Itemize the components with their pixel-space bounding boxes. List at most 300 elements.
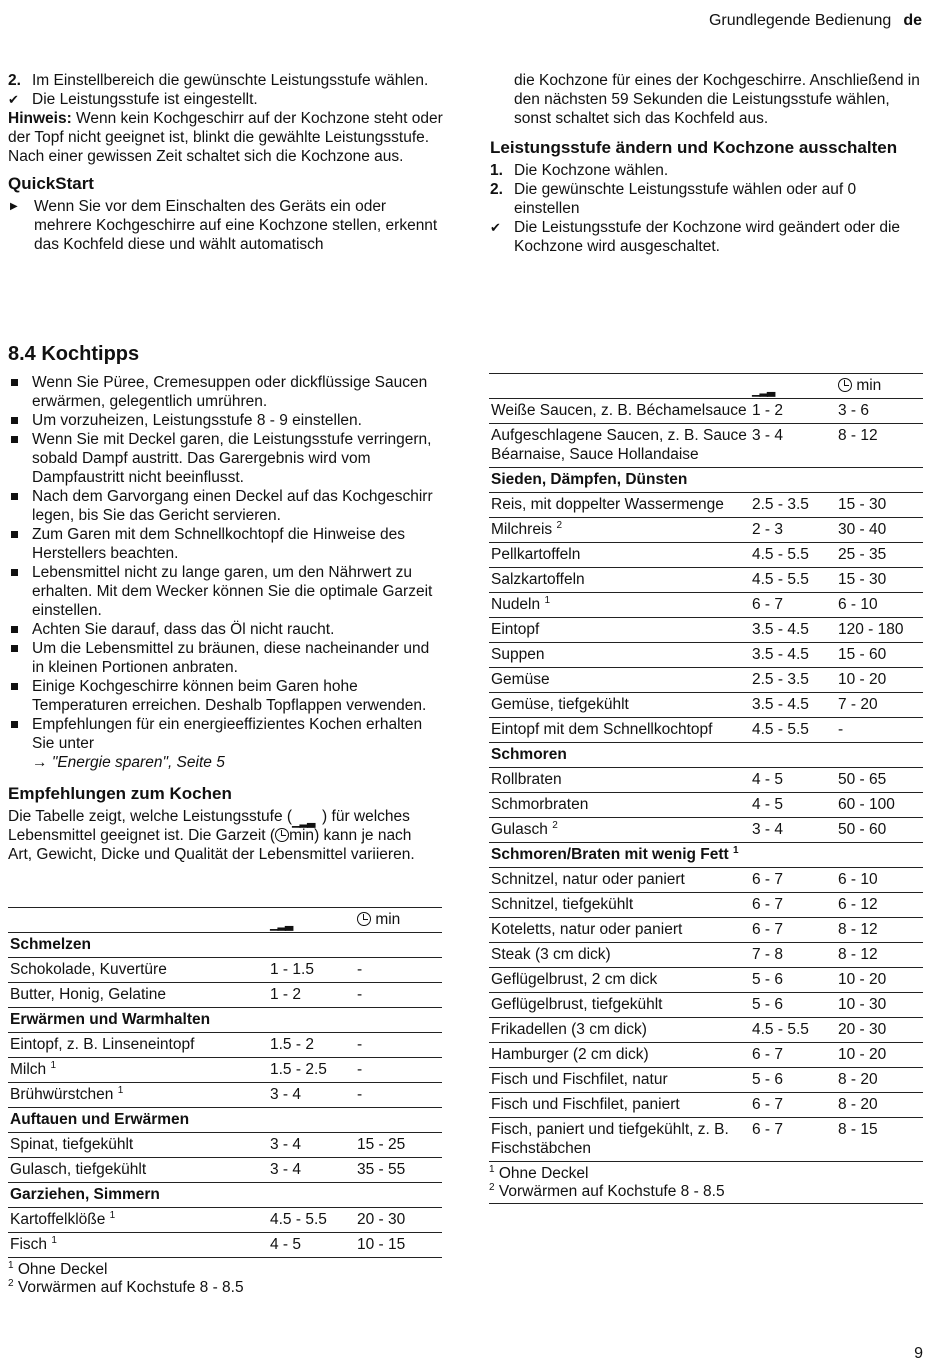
food-cell (489, 493, 750, 518)
food-name: Eintopf (491, 621, 540, 638)
time-cell: 8 - 20 (836, 1093, 923, 1118)
time-cell: 8 - 12 (836, 943, 923, 968)
food-name: Gemüse (491, 671, 550, 688)
cooking-table-right (489, 373, 923, 1162)
food-cell (489, 1068, 750, 1093)
table-row (489, 918, 923, 943)
footnote-text: Ohne Deckel (17, 1261, 108, 1278)
table-row (489, 1043, 923, 1068)
footnote-ref: 1 (51, 1234, 57, 1246)
header-lang: de (903, 12, 922, 29)
table-row (489, 968, 923, 993)
level-cell: 4 - 5 (750, 793, 836, 818)
food-name: Schmorbraten (491, 796, 589, 813)
bullet-icon (8, 525, 32, 563)
food-cell (8, 1058, 268, 1083)
time-cell: - (355, 958, 442, 983)
table-row (8, 1208, 442, 1233)
food-name: Gemüse, tiefgekühlt (491, 696, 629, 713)
section-label (489, 843, 923, 868)
header-food (489, 374, 750, 399)
table-row (489, 1093, 923, 1118)
footnote-ref: 1 (544, 594, 550, 606)
time-cell: - (836, 718, 923, 743)
tip-text: Lebensmittel nicht zu lange garen, um den Nährwert zu erhalten. Mit dem Wecker können Sie die optimale Garzeit einstellen. (32, 564, 433, 619)
food-name: Frikadellen (3 cm dick) (491, 1021, 647, 1038)
food-cell (489, 1043, 750, 1068)
time-cell: 10 - 20 (836, 668, 923, 693)
arrow-icon: → (32, 754, 52, 771)
food-name: Kartoffelklöße (10, 1211, 106, 1228)
food-name: Hamburger (2 cm dick) (491, 1046, 649, 1063)
table-section-row (489, 843, 923, 868)
footnote-text: Ohne Deckel (498, 1165, 589, 1182)
bullet-icon (8, 620, 32, 639)
table-section-row (489, 743, 923, 768)
tip-text: Um vorzuheizen, Leistungsstufe 8 - 9 einstellen. (32, 412, 362, 429)
table-section-row (489, 468, 923, 493)
table-header-row (489, 374, 923, 399)
change-result (490, 218, 922, 256)
food-cell (8, 1158, 268, 1183)
tip-text: Empfehlungen für ein energieeffizientes Kochen erhalten Sie unter (32, 716, 423, 752)
food-cell (8, 1233, 268, 1258)
time-cell: 3 - 6 (836, 399, 923, 424)
time-cell: 6 - 10 (836, 593, 923, 618)
footnote-2 (489, 1183, 923, 1201)
level-cell: 1.5 - 2.5 (268, 1058, 355, 1083)
clock-icon (357, 912, 371, 926)
bullet-icon (8, 639, 32, 677)
time-cell: 8 - 20 (836, 1068, 923, 1093)
time-cell: 15 - 30 (836, 493, 923, 518)
section-label (8, 1183, 442, 1208)
level-cell: 2.5 - 3.5 (750, 493, 836, 518)
empf-text (8, 807, 442, 864)
header-time (355, 908, 442, 933)
step-text: Im Einstellbereich die gewünschte Leistungsstufe wählen. (32, 72, 429, 89)
table-row (489, 768, 923, 793)
empf-text-b: ) für welches Lebensmittel geeignet ist. Die Garzeit ( (8, 808, 410, 844)
empf-heading: Empfehlungen zum Kochen (8, 784, 232, 803)
time-cell: 35 - 55 (355, 1158, 442, 1183)
food-cell (489, 618, 750, 643)
step-2 (8, 71, 444, 90)
level-cell: 6 - 7 (750, 918, 836, 943)
food-name: Geflügelbrust, tiefgekühlt (491, 996, 663, 1013)
food-name: Geflügelbrust, 2 cm dick (491, 971, 658, 988)
table-row (489, 643, 923, 668)
quickstart-instruction (8, 197, 444, 254)
tip-text: Wenn Sie Püree, Cremesuppen oder dickflüssige Saucen erwärmen, gelegentlich umrühren. (32, 374, 428, 410)
food-cell (489, 593, 750, 618)
footnote-ref: 2 (556, 519, 563, 531)
section-label (489, 468, 923, 493)
bullet-icon (8, 715, 32, 753)
checkmark-icon: ✔ (490, 220, 501, 235)
food-name: Fisch, paniert und tiefgekühlt, z. B. Fischstäbchen (491, 1121, 729, 1157)
food-name: Fisch (10, 1236, 48, 1253)
note-text: Wenn kein Kochgeschirr auf der Kochzone steht oder der Topf nicht geeignet ist, blinkt die gewählte Leistungsstufe. Nach einer gewissen Zeit schaltet sich die Kochzone aus. (8, 110, 443, 165)
footnote-ref: 2 (552, 819, 558, 831)
food-name: Nudeln (491, 596, 541, 613)
header-level (750, 374, 836, 399)
level-cell: 4.5 - 5.5 (750, 1018, 836, 1043)
time-cell: - (355, 983, 442, 1008)
time-cell: - (355, 1058, 442, 1083)
tips-list (8, 373, 442, 864)
table-row (8, 1033, 442, 1058)
table-row (489, 399, 923, 424)
time-cell: 50 - 65 (836, 768, 923, 793)
table-row (489, 593, 923, 618)
table-row (489, 618, 923, 643)
food-name: Reis, mit doppelter Wassermenge (491, 496, 724, 513)
footnote-2 (8, 1279, 442, 1297)
food-cell (489, 893, 750, 918)
tip-item (8, 677, 442, 715)
food-cell (489, 568, 750, 593)
footnote-text: Vorwärmen auf Kochstufe 8 - 8.5 (498, 1183, 725, 1200)
tip-item (8, 411, 442, 430)
table-row (489, 993, 923, 1018)
time-cell: 25 - 35 (836, 543, 923, 568)
level-cell: 1.5 - 2 (268, 1033, 355, 1058)
step-text: Die Kochzone wählen. (514, 162, 669, 179)
time-cell: 30 - 40 (836, 518, 923, 543)
food-name: Brühwürstchen (10, 1086, 114, 1103)
cooking-table-left (8, 907, 442, 1258)
food-cell (8, 1083, 268, 1108)
time-cell: 120 - 180 (836, 618, 923, 643)
level-cell: 6 - 7 (750, 1118, 836, 1162)
bullet-icon (8, 487, 32, 525)
food-cell (489, 818, 750, 843)
food-cell (489, 668, 750, 693)
time-cell: 6 - 12 (836, 893, 923, 918)
footnote-1 (8, 1261, 442, 1279)
bullet-icon (8, 430, 32, 487)
table-row (489, 668, 923, 693)
level-cell: 3 - 4 (268, 1133, 355, 1158)
food-name: Butter, Honig, Gelatine (10, 986, 166, 1003)
level-cell: 4.5 - 5.5 (750, 568, 836, 593)
food-cell (489, 543, 750, 568)
time-cell: - (355, 1083, 442, 1108)
time-cell: 10 - 30 (836, 993, 923, 1018)
note (8, 109, 444, 166)
level-cell: 1 - 1.5 (268, 958, 355, 983)
table-section-row (8, 1183, 442, 1208)
food-name: Eintopf mit dem Schnellkochtopf (491, 721, 713, 738)
tip-item (8, 373, 442, 411)
level-cell: 4.5 - 5.5 (750, 718, 836, 743)
level-cell: 1 - 2 (268, 983, 355, 1008)
tip-item (8, 525, 442, 563)
section-text: Auftauen und Erwärmen (10, 1111, 190, 1128)
table-row (8, 958, 442, 983)
bullet-icon (8, 373, 32, 411)
tip-item (8, 715, 442, 753)
level-cell: 7 - 8 (750, 943, 836, 968)
change-level-heading: Leistungsstufe ändern und Kochzone ausschalten (490, 138, 898, 157)
table-row (489, 793, 923, 818)
food-name: Schnitzel, natur oder paniert (491, 871, 685, 888)
step-result (8, 90, 444, 109)
footnote-ref: 1 (109, 1209, 116, 1221)
food-name: Eintopf, z. B. Linseneintopf (10, 1036, 195, 1053)
footnote-mark: 1 (8, 1259, 14, 1271)
food-cell (489, 1093, 750, 1118)
level-cell: 6 - 7 (750, 593, 836, 618)
quickstart-heading: QuickStart (8, 174, 94, 193)
level-cell: 4 - 5 (268, 1233, 355, 1258)
food-name: Milch (10, 1061, 47, 1078)
food-cell (8, 983, 268, 1008)
time-cell: 10 - 20 (836, 1043, 923, 1068)
section-label (489, 743, 923, 768)
table-row (8, 1083, 442, 1108)
result-text: Die Leistungsstufe ist eingestellt. (32, 91, 258, 108)
step-number: 2. (8, 72, 21, 89)
time-cell: 8 - 12 (836, 918, 923, 943)
step-number: 2. (490, 181, 503, 198)
level-cell: 6 - 7 (750, 1043, 836, 1068)
empf-text-c: ) kann je nach Art, Gewicht, Dicke und Qualität der Lebensmittel variieren. (8, 827, 415, 863)
header-time (836, 374, 923, 399)
time-cell: 8 - 15 (836, 1118, 923, 1162)
empf-text-a: Die Tabelle zeigt, welche Leistungsstufe ( (8, 808, 293, 825)
tip-item (8, 620, 442, 639)
bullet-icon (8, 411, 32, 430)
section-text: Schmoren/Braten mit wenig Fett (491, 846, 729, 863)
level-cell: 3.5 - 4.5 (750, 693, 836, 718)
food-cell (489, 518, 750, 543)
section-text: Sieden, Dämpfen, Dünsten (491, 471, 688, 488)
table-section-row (8, 1008, 442, 1033)
level-cell: 3 - 4 (268, 1083, 355, 1108)
tip-text: Um die Lebensmittel zu bräunen, diese nacheinander und in kleinen Portionen anbraten. (32, 640, 430, 676)
header-time-label: min (375, 911, 401, 928)
quickstart-continued: die Kochzone für eines der Kochgeschirre. Anschließend in den nächsten 59 Sekunden die Leistungsstufe wählen, sonst schaltet sich das Kochfeld aus. (514, 72, 920, 127)
food-cell (489, 943, 750, 968)
left-top-column (8, 71, 444, 254)
change-step-1 (490, 161, 922, 180)
table-row (489, 518, 923, 543)
food-name: Rollbraten (491, 771, 562, 788)
food-cell (8, 1208, 268, 1233)
food-cell (8, 1133, 268, 1158)
section-label (8, 1008, 442, 1033)
table-row (489, 943, 923, 968)
table-row (489, 1118, 923, 1162)
section-label (8, 1108, 442, 1133)
table-row (489, 718, 923, 743)
table-row (8, 1158, 442, 1183)
food-cell (489, 424, 750, 468)
food-cell (489, 1118, 750, 1162)
section-label (8, 933, 442, 958)
food-cell (489, 868, 750, 893)
food-cell (489, 793, 750, 818)
level-cell: 2.5 - 3.5 (750, 668, 836, 693)
time-cell: 20 - 30 (836, 1018, 923, 1043)
right-top-column (490, 71, 922, 256)
food-cell (489, 693, 750, 718)
food-name: Gulasch (491, 821, 548, 838)
table-row (8, 1058, 442, 1083)
power-level-icon (270, 914, 304, 926)
footnote-mark: 2 (489, 1181, 495, 1193)
step-number: 1. (490, 162, 503, 179)
section-text: Schmelzen (10, 936, 91, 953)
level-cell: 3 - 4 (750, 818, 836, 843)
tip-item (8, 563, 442, 620)
table-row (489, 818, 923, 843)
step-text: Die gewünschte Leistungsstufe wählen oder auf 0 einstellen (514, 181, 857, 217)
level-cell: 5 - 6 (750, 993, 836, 1018)
time-cell: 7 - 20 (836, 693, 923, 718)
table-section-row (8, 1108, 442, 1133)
table-row (489, 893, 923, 918)
time-cell: 60 - 100 (836, 793, 923, 818)
food-name: Salzkartoffeln (491, 571, 585, 588)
food-name: Suppen (491, 646, 545, 663)
level-cell: 6 - 7 (750, 868, 836, 893)
level-cell: 6 - 7 (750, 893, 836, 918)
table-row (489, 424, 923, 468)
clock-icon (838, 378, 852, 392)
footnote-ref: 1 (50, 1059, 57, 1071)
food-cell (489, 1018, 750, 1043)
table-row (8, 1233, 442, 1258)
footnote-mark: 1 (489, 1163, 495, 1175)
level-cell: 3 - 4 (750, 424, 836, 468)
food-cell (489, 643, 750, 668)
food-name: Fisch und Fischfilet, natur (491, 1071, 668, 1088)
tip-item (8, 487, 442, 525)
page-number: 9 (914, 1345, 923, 1362)
time-cell: 10 - 15 (355, 1233, 442, 1258)
section-text: Schmoren (491, 746, 567, 763)
food-name: Koteletts, natur oder paniert (491, 921, 683, 938)
table-header-row (8, 908, 442, 933)
time-cell: 15 - 25 (355, 1133, 442, 1158)
bullet-icon (8, 677, 32, 715)
food-cell (489, 718, 750, 743)
food-cell (489, 993, 750, 1018)
food-cell (489, 918, 750, 943)
food-name: Steak (3 cm dick) (491, 946, 611, 963)
footnote-text: Vorwärmen auf Kochstufe 8 - 8.5 (17, 1279, 244, 1296)
tips-link-text[interactable]: "Energie sparen", Seite 5 (51, 754, 225, 771)
time-cell: 15 - 30 (836, 568, 923, 593)
table-row (489, 1018, 923, 1043)
header-food (8, 908, 268, 933)
food-cell (489, 968, 750, 993)
tip-text: Nach dem Garvorgang einen Deckel auf das Kochgeschirr legen, bis Sie das Gericht servieren. (32, 488, 433, 524)
food-name: Milchreis (491, 521, 553, 538)
food-name: Weiße Saucen, z. B. Béchamelsauce (491, 402, 747, 419)
level-cell: 4.5 - 5.5 (750, 543, 836, 568)
footnote-mark: 2 (8, 1277, 14, 1289)
table-row (489, 568, 923, 593)
result-text: Die Leistungsstufe der Kochzone wird geändert oder die Kochzone wird ausgeschaltet. (514, 219, 901, 255)
time-cell: 10 - 20 (836, 968, 923, 993)
table-row (8, 1133, 442, 1158)
tip-text: Achten Sie darauf, dass das Öl nicht raucht. (32, 621, 335, 638)
table-row (489, 493, 923, 518)
time-cell: 20 - 30 (355, 1208, 442, 1233)
time-cell: - (355, 1033, 442, 1058)
level-cell: 3 - 4 (268, 1158, 355, 1183)
left-table-wrapper (8, 907, 442, 1297)
clock-icon (275, 828, 289, 842)
header-time-label: min (856, 377, 882, 394)
header-title: Grundlegende Bedienung (708, 12, 892, 29)
arrow-right-icon: ▶ (10, 201, 18, 212)
section-text: Garziehen, Simmern (10, 1186, 160, 1203)
table-row (489, 1068, 923, 1093)
level-cell: 5 - 6 (750, 968, 836, 993)
tip-item (8, 430, 442, 487)
level-cell: 5 - 6 (750, 1068, 836, 1093)
right-table-wrapper (489, 373, 923, 1204)
power-level-icon (292, 811, 322, 823)
tip-text: Wenn Sie mit Deckel garen, die Leistungsstufe verringern, sobald Dampf austritt. Das Garergebnis wird vom Dampfaustritt nicht beeinflusst. (32, 431, 432, 486)
tip-item (8, 639, 442, 677)
level-cell: 4.5 - 5.5 (268, 1208, 355, 1233)
bullet-icon (8, 563, 32, 620)
level-cell: 1 - 2 (750, 399, 836, 424)
food-name: Schokolade, Kuvertüre (10, 961, 167, 978)
checkmark-icon: ✔ (8, 92, 19, 107)
footnote-ref: 1 (733, 844, 739, 856)
level-cell: 6 - 7 (750, 1093, 836, 1118)
power-level-icon (752, 380, 786, 392)
level-cell: 3.5 - 4.5 (750, 618, 836, 643)
food-name: Gulasch, tiefgekühlt (10, 1161, 147, 1178)
time-cell: 6 - 10 (836, 868, 923, 893)
level-cell: 2 - 3 (750, 518, 836, 543)
header-level (268, 908, 355, 933)
table-row (8, 983, 442, 1008)
section-text: Erwärmen und Warmhalten (10, 1011, 211, 1028)
time-cell: 50 - 60 (836, 818, 923, 843)
note-label: Hinweis: (8, 110, 72, 127)
food-name: Fisch und Fischfilet, paniert (491, 1096, 680, 1113)
tips-link[interactable] (8, 753, 442, 772)
food-name: Aufgeschlagene Saucen, z. B. Sauce Béarnaise, Sauce Hollandaise (491, 427, 747, 463)
footnote-1 (489, 1165, 923, 1183)
level-cell: 3.5 - 4.5 (750, 643, 836, 668)
tip-text: Einige Kochgeschirre können beim Garen hohe Temperaturen erreichen. Deshalb Topflappen verwenden. (32, 678, 427, 714)
table-row (489, 693, 923, 718)
food-cell (489, 399, 750, 424)
time-cell: 8 - 12 (836, 424, 923, 468)
table-section-row (8, 933, 442, 958)
table-end-rule (489, 1203, 923, 1204)
food-cell (8, 958, 268, 983)
level-cell: 4 - 5 (750, 768, 836, 793)
food-name: Schnitzel, tiefgekühlt (491, 896, 634, 913)
running-header (709, 11, 922, 30)
food-name: Spinat, tiefgekühlt (10, 1136, 134, 1153)
table-row (489, 543, 923, 568)
tip-text: Zum Garen mit dem Schnellkochtopf die Hinweise des Herstellers beachten. (32, 526, 406, 562)
change-step-2 (490, 180, 922, 218)
table-row (489, 868, 923, 893)
